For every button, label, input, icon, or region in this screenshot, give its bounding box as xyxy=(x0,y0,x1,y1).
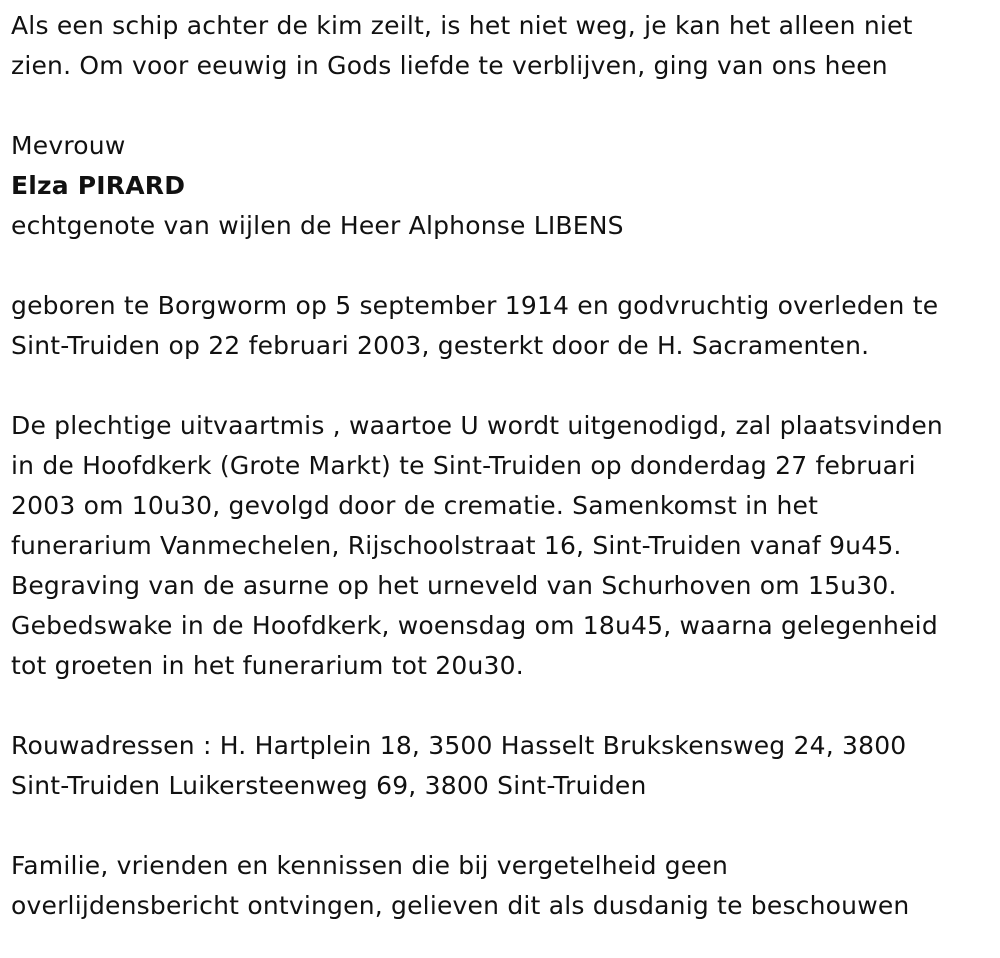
funeral-line: tot groeten in het funerarium tot 20u30. xyxy=(11,651,524,680)
closing-line: Familie, vrienden en kennissen die bij vergetelheid geen xyxy=(11,851,729,880)
intro-line: Als een schip achter de kim zeilt, is het niet weg, je kan het alleen niet xyxy=(11,11,913,40)
deceased-name: Elza PIRARD xyxy=(11,171,186,200)
spouse-line: echtgenote van wijlen de Heer Alphonse LIBENS xyxy=(11,211,624,240)
obituary-document xyxy=(11,6,996,926)
address-line: Sint-Truiden Luikersteenweg 69, 3800 Sint-Truiden xyxy=(11,771,647,800)
funeral-line: in de Hoofdkerk (Grote Markt) te Sint-Truiden op donderdag 27 februari xyxy=(11,451,916,480)
spacer xyxy=(11,686,996,726)
birth-death-line: Sint-Truiden op 22 februari 2003, gesterkt door de H. Sacramenten. xyxy=(11,331,870,360)
funeral-line: Gebedswake in de Hoofdkerk, woensdag om 18u45, waarna gelegenheid xyxy=(11,611,938,640)
funeral-line: Begraving van de asurne op het urneveld van Schurhoven om 15u30. xyxy=(11,571,897,600)
spacer xyxy=(11,806,996,846)
spacer xyxy=(11,86,996,126)
intro-line: zien. Om voor eeuwig in Gods liefde te verblijven, ging van ons heen xyxy=(11,51,888,80)
birth-death-line: geboren te Borgworm op 5 september 1914 en godvruchtig overleden te xyxy=(11,291,939,320)
spacer xyxy=(11,366,996,406)
funeral-line: 2003 om 10u30, gevolgd door de crematie. Samenkomst in het xyxy=(11,491,819,520)
funeral-line: funerarium Vanmechelen, Rijschoolstraat 16, Sint-Truiden vanaf 9u45. xyxy=(11,531,902,560)
address-line: Rouwadressen : H. Hartplein 18, 3500 Hasselt Brukskensweg 24, 3800 xyxy=(11,731,907,760)
salutation: Mevrouw xyxy=(11,131,126,160)
spacer xyxy=(11,246,996,286)
funeral-line: De plechtige uitvaartmis , waartoe U wordt uitgenodigd, zal plaatsvinden xyxy=(11,411,943,440)
closing-line: overlijdensbericht ontvingen, gelieven dit als dusdanig te beschouwen xyxy=(11,891,910,920)
